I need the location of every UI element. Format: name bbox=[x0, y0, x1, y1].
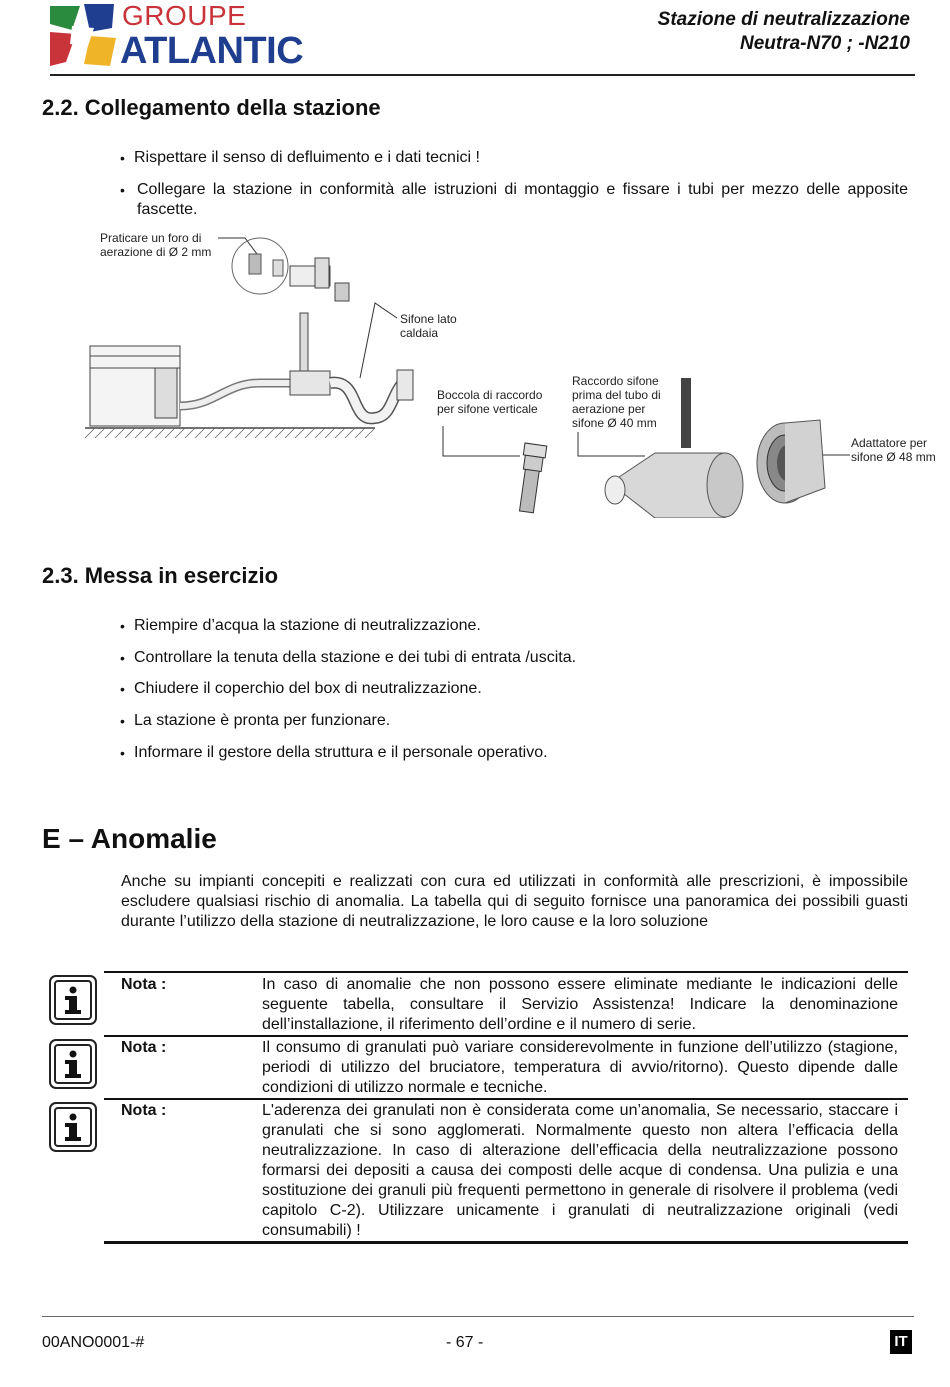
document-title-line2: Neutra-N70 ; -N210 bbox=[740, 33, 910, 54]
note-text: In caso di anomalie che non possono essere eliminate mediante le indicazioni delle seguente tabella, consultare il Servizio Assistenza! Indicare la denominazione dell’installazione, il riferimento dell’ordine e il numero di serie. bbox=[262, 976, 898, 1033]
bullet-item bbox=[120, 148, 908, 168]
bullet-text: La stazione è pronta per funzionare. bbox=[134, 712, 391, 729]
logo-mark-icon bbox=[50, 2, 120, 68]
footer-page-number: - 67 - bbox=[446, 1334, 484, 1351]
document-title-line1: Stazione di neutralizzazione bbox=[657, 9, 910, 30]
label-line: Raccordo sifone bbox=[572, 374, 659, 388]
bullet-text: Collegare la stazione in conformità alle istruzioni di montaggio e fissare i tubi per mezzo delle apposite fascette. bbox=[137, 181, 908, 218]
logo-text-groupe: GROUPE bbox=[122, 0, 247, 31]
bullet-text: Riempire d’acqua la stazione di neutralizzazione. bbox=[134, 617, 481, 634]
notes-table-top-border bbox=[104, 971, 908, 973]
connection-figure bbox=[85, 228, 945, 518]
label-line: prima del tubo di bbox=[572, 388, 661, 402]
bullet-text: Controllare la tenuta della stazione e dei tubi di entrata /uscita. bbox=[134, 649, 577, 666]
document-title bbox=[658, 8, 910, 56]
label-line: Adattatore per bbox=[851, 436, 928, 450]
label-line: per sifone verticale bbox=[437, 402, 538, 416]
label-line: caldaia bbox=[400, 326, 439, 340]
label-line: aerazione di Ø 2 mm bbox=[100, 245, 212, 259]
label-adattatore bbox=[851, 436, 936, 464]
bullet-dot: • bbox=[120, 713, 125, 729]
info-icon bbox=[49, 1039, 99, 1091]
installation-diagram bbox=[85, 228, 945, 518]
info-icon bbox=[49, 975, 99, 1027]
note-label: Nota : bbox=[121, 1102, 167, 1119]
group-atlantic-logo bbox=[50, 0, 332, 72]
bullet-text: Informare il gestore della struttura e il personale operativo. bbox=[134, 744, 548, 761]
bullet-item bbox=[120, 180, 908, 220]
note-label: Nota : bbox=[121, 1039, 167, 1056]
label-foro-aerazione bbox=[100, 231, 211, 259]
info-icon bbox=[49, 1102, 99, 1154]
bullet-dot: • bbox=[120, 650, 125, 666]
language-badge: IT bbox=[890, 1330, 912, 1354]
bullet-dot: • bbox=[120, 618, 125, 634]
note-text: L'aderenza dei granulati non è considerata come un’anomalia, Se necessario, staccare i granulati che si sono agglomerati. Normalmente questo non altera l’efficacia della neutralizzazione. In caso di alterazione dell’efficacia della neutralizzazione possono formarsi dei depositi a causa dei composti delle acque di condensa. Una pulizia e una sostituzione dei granuli più frequenti permettono in generale di risolvere il problema (vedi capitolo C-2). Utilizzare unicamente i granulati di neutralizzazione originali (vedi consumabili) ! bbox=[262, 1102, 898, 1239]
bullet-text: Chiudere il coperchio del box di neutralizzazione. bbox=[134, 680, 482, 697]
bullet-dot: • bbox=[120, 745, 125, 761]
logo-text-atlantic: ATLANTIC bbox=[120, 30, 304, 72]
notes-table-bottom-border bbox=[104, 1241, 908, 1244]
bullet-dot: • bbox=[120, 182, 125, 198]
label-line: aerazione per bbox=[572, 402, 646, 416]
bullet-item bbox=[120, 743, 548, 763]
bullet-dot: • bbox=[120, 681, 125, 697]
note-text: Il consumo di granulati può variare considerevolmente in funzione dell’utilizzo (stagione, periodi di utilizzo del bruciatore, temperatura di avvio/ritorno). Questo dipende dalle condizioni di utilizzo normale e tecniche. bbox=[262, 1039, 898, 1096]
bullet-item bbox=[120, 648, 577, 668]
section-e-heading: E – Anomalie bbox=[42, 823, 217, 854]
section-2-3-heading: 2.3. Messa in esercizio bbox=[42, 563, 279, 588]
notes-row-divider bbox=[104, 1035, 908, 1037]
label-line: Boccola di raccordo bbox=[437, 388, 543, 402]
label-line: sifone Ø 40 mm bbox=[572, 416, 657, 430]
label-line: Praticare un foro di bbox=[100, 231, 202, 245]
bullet-dot: • bbox=[120, 150, 125, 166]
bullet-item bbox=[120, 616, 481, 636]
bullet-item bbox=[120, 679, 482, 699]
footer-divider bbox=[42, 1316, 914, 1317]
label-boccola bbox=[437, 388, 542, 416]
label-line: sifone Ø 48 mm bbox=[851, 450, 936, 464]
notes-row-divider bbox=[104, 1098, 908, 1100]
label-line: Sifone lato bbox=[400, 312, 457, 326]
header-divider bbox=[50, 74, 915, 76]
label-raccordo-sifone bbox=[572, 374, 661, 430]
bullet-item bbox=[120, 711, 391, 731]
bullet-text: Rispettare il senso di defluimento e i dati tecnici ! bbox=[134, 149, 480, 166]
section-e-intro: Anche su impianti concepiti e realizzati con cura ed utilizzati in conformità alle prescrizioni, è impossibile escludere qualsiasi rischio di anomalia. La tabella qui di seguito fornisce una panoramica dei possibili guasti durante l’utilizzo della stazione di neutralizzazione, le loro cause e la loro soluzione bbox=[121, 873, 908, 930]
footer-doc-code: 00ANO0001-# bbox=[42, 1334, 145, 1351]
note-label: Nota : bbox=[121, 976, 167, 993]
label-sifone-caldaia bbox=[400, 312, 457, 340]
section-2-2-heading: 2.2. Collegamento della stazione bbox=[42, 95, 381, 120]
